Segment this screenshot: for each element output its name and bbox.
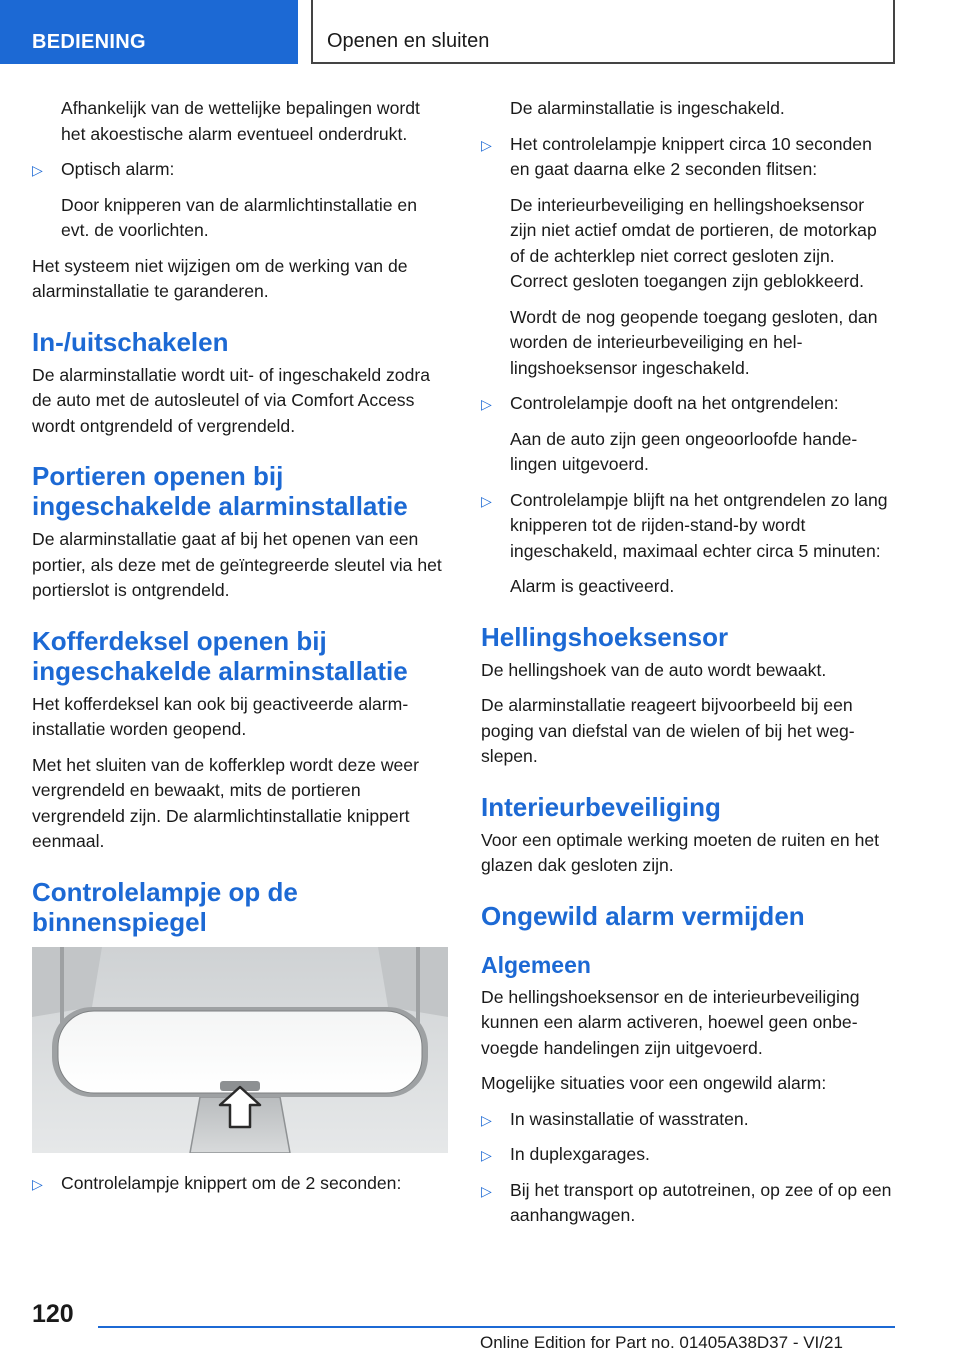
subheading-algemeen: Algemeen xyxy=(481,951,591,978)
paragraph: De alarminstallatie wordt uit- of ingeschakeld zodra de auto met de autosleutel of via Comfort Access wordt ontgrendeld of vergrendeld. xyxy=(32,364,431,436)
left-column xyxy=(32,96,448,1206)
chapter-title: Openen en sluiten xyxy=(327,30,490,52)
bullet-triangle-icon: ▷ xyxy=(481,1147,492,1163)
mirror-image xyxy=(32,947,448,1153)
paragraph: De hellingshoeksensor en de interieurbeveiliging kunnen een alarm activeren, hoewel geen onbevoegde handelingen zijn uitgevoerd. xyxy=(481,986,860,1058)
edition-note: Online Edition for Part no. 01405A38D37 - VI/21 xyxy=(480,1333,843,1352)
bullet-label: Het controlelampje knippert circa 10 seconden en gaat daarna elke 2 seconden flitsen: xyxy=(510,133,872,179)
list-text: Bij het transport op autotreinen, op zee of op een aanhangwagen. xyxy=(510,1179,892,1225)
list-item xyxy=(481,1178,895,1229)
list-item xyxy=(481,1107,895,1133)
bullet-item xyxy=(481,391,895,478)
bullet-triangle-icon: ▷ xyxy=(32,1175,43,1192)
paragraph: De alarminstallatie gaat af bij het openen van een portier, als deze met de geïntegreerde sleutel via het portierslot is ontgrendeld. xyxy=(32,529,442,600)
bullet-item xyxy=(32,1171,448,1197)
right-column xyxy=(481,96,895,1239)
list-item xyxy=(481,1142,895,1168)
heading-kofferdeksel: Kofferdeksel openen bij ingeschakelde alarminstallatie xyxy=(32,625,408,686)
bullet-item xyxy=(481,132,895,382)
paragraph: Het systeem niet wijzigen om de werking van de alarminstallatie te garanderen. xyxy=(32,255,408,301)
bullet-triangle-icon: ▷ xyxy=(32,162,43,178)
section-tab: BEDIENING xyxy=(0,0,298,64)
bullet-label: Controlelampje dooft na het ontgrendelen: xyxy=(510,393,839,413)
bullet-label: Controlelampje blijft na het ontgrendelen zo lang knipperen tot de rijden-stand-by wordt ingeschakeld, maximaal echter circa 5 minuten: xyxy=(510,489,888,561)
heading-hellingshoeksensor: Hellingshoeksensor xyxy=(481,621,729,652)
bullet-item xyxy=(481,488,895,600)
bullet-triangle-icon: ▷ xyxy=(481,492,492,509)
paragraph: De alarminstallatie is ingeschakeld. xyxy=(510,98,785,118)
bullet-label: Optisch alarm: xyxy=(61,159,175,179)
list-text: In wasinstallatie of wasstraten. xyxy=(510,1108,749,1129)
paragraph: Afhankelijk van de wettelijke bepalingen wordt het akoestische alarm eventueel onderdrukt. xyxy=(61,98,420,144)
bullet-label: Controlelampje knippert om de 2 seconden: xyxy=(61,1172,402,1193)
heading-controlelampje: Controlelampje op de binnenspiegel xyxy=(32,876,298,937)
bullet-text: Aan de auto zijn geen ongeoorloofde handelingen uitgevoerd. xyxy=(510,428,858,474)
bullet-item xyxy=(32,157,448,244)
bullet-text: De interieurbeveiliging en hellingshoeksensor zijn niet actief omdat de portieren, de motorkap of de achterklep niet correct gesloten zijn. Correct gesloten toegangen zijn geblokkeerd. xyxy=(510,194,877,291)
list-text: In duplexgarages. xyxy=(510,1144,650,1164)
page-number: 120 xyxy=(32,1300,74,1328)
heading-portieren: Portieren openen bij ingeschakelde alarminstallatie xyxy=(32,461,408,521)
bullet-triangle-icon: ▷ xyxy=(481,396,492,412)
paragraph: De alarminstallatie reageert bijvoorbeeld bij een poging van diefstal van de wielen of bij het wegslepen. xyxy=(481,695,855,766)
chapter-header xyxy=(311,0,895,64)
paragraph: Het kofferdeksel kan ook bij geactiveerde alarminstallatie worden geopend. xyxy=(32,693,409,739)
heading-in-uitschakelen: In-/uitschakelen xyxy=(32,326,229,357)
footer-rule xyxy=(98,1326,895,1328)
bullet-triangle-icon: ▷ xyxy=(481,136,492,153)
bullet-triangle-icon: ▷ xyxy=(481,1182,492,1199)
paragraph: De hellingshoek van de auto wordt bewaakt. xyxy=(481,659,827,680)
heading-ongewild-alarm: Ongewild alarm vermijden xyxy=(481,900,805,931)
paragraph: Voor een optimale werking moeten de ruiten en het glazen dak gesloten zijn. xyxy=(481,829,880,875)
bullet-text: Door knipperen van de alarmlichtinstallatie en evt. de voorlichten. xyxy=(61,194,417,240)
paragraph: Mogelijke situaties voor een ongewild alarm: xyxy=(481,1073,827,1093)
bullet-triangle-icon: ▷ xyxy=(481,1111,492,1128)
bullet-text: Wordt de nog geopende toegang gesloten, dan worden de interieurbeveiliging en hellingshoeksensor ingeschakeld. xyxy=(510,306,878,378)
paragraph: Met het sluiten van de kofferklep wordt deze weer vergrendeld en bewaakt, mits de portieren vergrendeld zijn. De alarmlichtinstallatie knippert eenmaal. xyxy=(32,754,419,851)
rearview-mirror-illustration xyxy=(32,947,448,1153)
bullet-text: Alarm is geactiveerd. xyxy=(510,576,675,596)
heading-interieurbeveiliging: Interieurbeveiliging xyxy=(481,791,721,822)
